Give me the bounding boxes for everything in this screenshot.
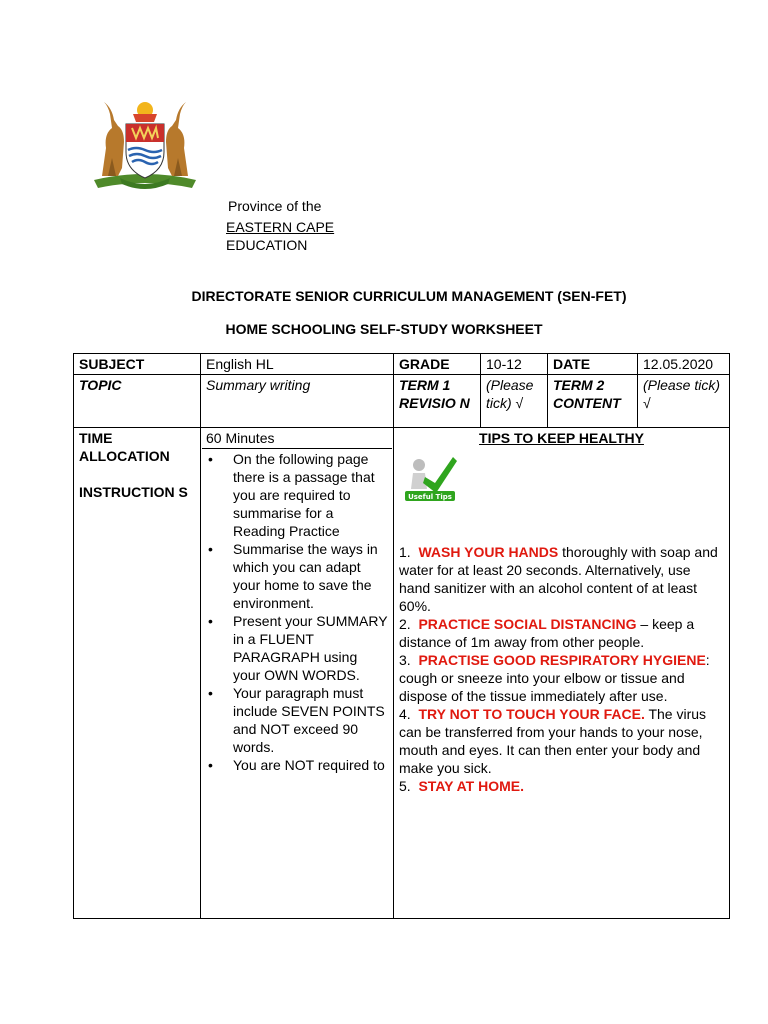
tip-heading: WASH YOUR HANDS	[418, 544, 559, 560]
subject-value: English HL	[201, 354, 394, 375]
instruction-item	[206, 450, 388, 540]
tips-cell	[394, 428, 730, 919]
tip-item	[399, 705, 724, 777]
province-block	[228, 197, 334, 254]
tip-number: 4.	[399, 706, 411, 722]
bullet: •	[208, 685, 213, 701]
tip-text: The virus can be transferred from your hands to your nose, mouth and eyes. It can then enter your body and make you sick.	[399, 706, 707, 776]
tip-text: thoroughly with soap and water for at least 20 seconds. Alternatively, use hand sanitizer with an alcohol content of at least 60%.	[399, 544, 718, 614]
instruction-text: Your paragraph must include SEVEN POINTS and NOT exceed 90 words.	[233, 685, 385, 755]
tip-heading: STAY AT HOME.	[418, 778, 525, 794]
topic-label: TOPIC	[74, 375, 201, 428]
instructions-list	[206, 450, 388, 774]
grade-label: GRADE	[394, 354, 481, 375]
tip-text: : cough or sneeze into your elbow or tissue and dispose of the tissue immediately after use.	[399, 652, 710, 704]
department-name: EDUCATION	[226, 237, 308, 253]
province-name: EASTERN CAPE	[226, 219, 335, 235]
coat-of-arms-logo	[88, 98, 202, 194]
checkmark-icon	[405, 455, 457, 503]
tip-heading: PRACTISE GOOD RESPIRATORY HYGIENE	[418, 652, 706, 668]
grade-value: 10-12	[481, 354, 548, 375]
instructions-cell	[201, 428, 394, 919]
icon-caption: Useful Tips	[408, 493, 452, 501]
instruction-item	[206, 612, 388, 684]
tips-title: TIPS TO KEEP HEALTHY	[479, 430, 644, 446]
province-line1: Province of the	[228, 198, 322, 214]
date-label: DATE	[548, 354, 638, 375]
term1-tick-box[interactable]: (Please tick) √	[481, 375, 548, 428]
body-row	[74, 428, 730, 919]
date-value: 12.05.2020	[638, 354, 730, 375]
tip-heading: TRY NOT TO TOUCH YOUR FACE.	[418, 706, 645, 722]
subject-label: SUBJECT	[74, 354, 201, 375]
tip-item	[399, 777, 724, 795]
tip-number: 2.	[399, 616, 411, 632]
directorate-heading: DIRECTORATE SENIOR CURRICULUM MANAGEMENT (SEN-FET)	[191, 288, 627, 304]
bullet: •	[208, 541, 213, 557]
tips-list	[399, 543, 724, 795]
tip-number: 5.	[399, 778, 411, 794]
labels-cell	[74, 428, 201, 919]
tip-number: 3.	[399, 652, 411, 668]
tip-number: 1.	[399, 544, 411, 560]
subject-row	[74, 354, 730, 375]
time-allocation-label: TIME ALLOCATION	[79, 430, 170, 464]
instruction-text: Summarise the ways in which you can adapt your home to save the environment.	[233, 541, 378, 611]
instruction-item	[206, 540, 388, 612]
tip-item	[399, 615, 724, 651]
bullet: •	[208, 451, 213, 467]
bullet: •	[208, 757, 213, 773]
worksheet-title: HOME SCHOOLING SELF-STUDY WORKSHEET	[225, 321, 543, 337]
instruction-item	[206, 684, 388, 756]
instruction-text: Present your SUMMARY in a FLUENT PARAGRAPH using your OWN WORDS.	[233, 613, 388, 683]
topic-row	[74, 375, 730, 428]
instructions-label: INSTRUCTION S	[79, 484, 188, 500]
instruction-text: On the following page there is a passage that you are required to summarise for a Reading Practice	[233, 451, 375, 539]
tip-item	[399, 543, 724, 615]
topic-value: Summary writing	[201, 375, 394, 428]
term2-tick-box[interactable]: (Please tick) √	[638, 375, 730, 428]
worksheet-table	[73, 353, 730, 919]
term1-label: TERM 1 REVISIO N	[394, 375, 481, 428]
tip-heading: PRACTICE SOCIAL DISTANCING	[418, 616, 637, 632]
bullet: •	[208, 613, 213, 629]
instruction-item	[206, 756, 388, 774]
tip-item	[399, 651, 724, 705]
term2-label: TERM 2 CONTENT	[548, 375, 638, 428]
time-allocation-value: 60 Minutes	[206, 430, 275, 446]
tip-text: – keep a distance of 1m away from other people.	[399, 616, 695, 650]
instruction-text: You are NOT required to	[233, 757, 385, 773]
